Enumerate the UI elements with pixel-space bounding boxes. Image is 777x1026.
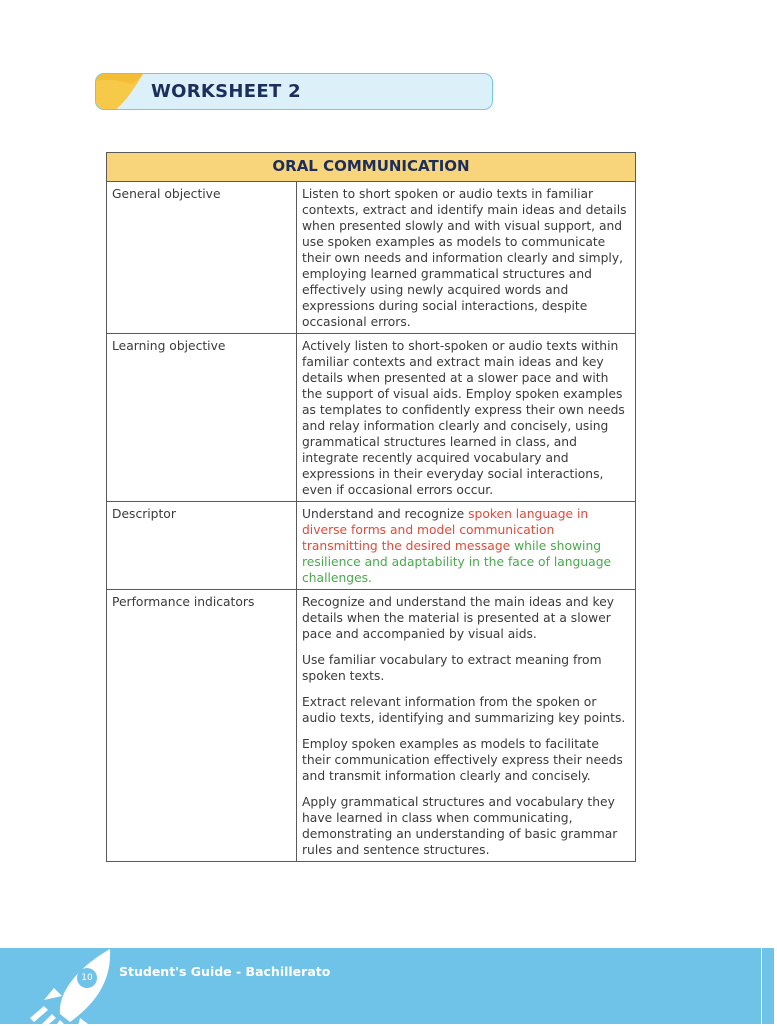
indicator-item: Recognize and understand the main ideas and key details when the material is presented at a slower pace and accompanied by visual aids. (302, 595, 615, 641)
banner-tab-shape (95, 73, 146, 110)
table-header: ORAL COMMUNICATION (107, 153, 636, 182)
indicator-item: Employ spoken examples as models to facilitate their communication effectively express their needs and transmit information clearly and concisely. (302, 737, 623, 783)
table-header-row (107, 153, 636, 182)
row-value-descriptor (297, 502, 636, 590)
descriptor-text-plain: Understand and recognize (302, 507, 469, 521)
row-label-learning-objective: Learning objective (107, 334, 297, 502)
worksheet-title: WORKSHEET 2 (151, 81, 301, 102)
row-value-general-objective: Listen to short spoken or audio texts in familiar contexts, extract and identify main ideas and details when presented slowly and with visual support, and use spoken examples as models to communicate their own needs and information clearly and simply, employing learned grammatical structures and effectively using newly acquired words and expressions during social interactions, despite occasional errors. (297, 182, 636, 334)
row-label-general-objective: General objective (107, 182, 297, 334)
footer-edge-divider (761, 948, 777, 1024)
row-label-descriptor: Descriptor (107, 502, 297, 590)
indicator-item: Extract relevant information from the spoken or audio texts, identifying and summarizing key points. (302, 695, 626, 725)
descriptor-text-red: spoken language in diverse forms and model communication transmitting the desired message (302, 507, 589, 553)
table-row (107, 182, 636, 334)
table-row (107, 334, 636, 502)
table-row (107, 502, 636, 590)
footer-title: Student's Guide - Bachillerato (119, 964, 331, 979)
row-label-performance-indicators: Performance indicators (107, 590, 297, 862)
row-value-learning-objective: Actively listen to short-spoken or audio texts within familiar contexts and extract main ideas and key details when presented at a slower pace and with the support of visual aids. Employ spoken examples as templates to confidently express their own needs and relay information clearly and concisely, using grammatical structures learned in class, and integrate recently acquired vocabulary and expressions in their everyday social interactions, even if occasional errors occur. (297, 334, 636, 502)
row-value-performance-indicators (297, 590, 636, 862)
table-row (107, 590, 636, 862)
descriptor-text-green: while showing resilience and adaptability in the face of language challenges. (302, 539, 612, 585)
indicator-item: Use familiar vocabulary to extract meaning from spoken texts. (302, 653, 602, 683)
rocket-icon (30, 944, 126, 1026)
indicator-item: Apply grammatical structures and vocabulary they have learned in class when communicating, demonstrating an understanding of basic grammar rules and sentence structures. (302, 795, 618, 857)
page-number: 10 (77, 968, 97, 988)
page-footer (0, 948, 777, 1024)
oral-communication-table (106, 152, 636, 862)
worksheet-banner (95, 73, 493, 110)
